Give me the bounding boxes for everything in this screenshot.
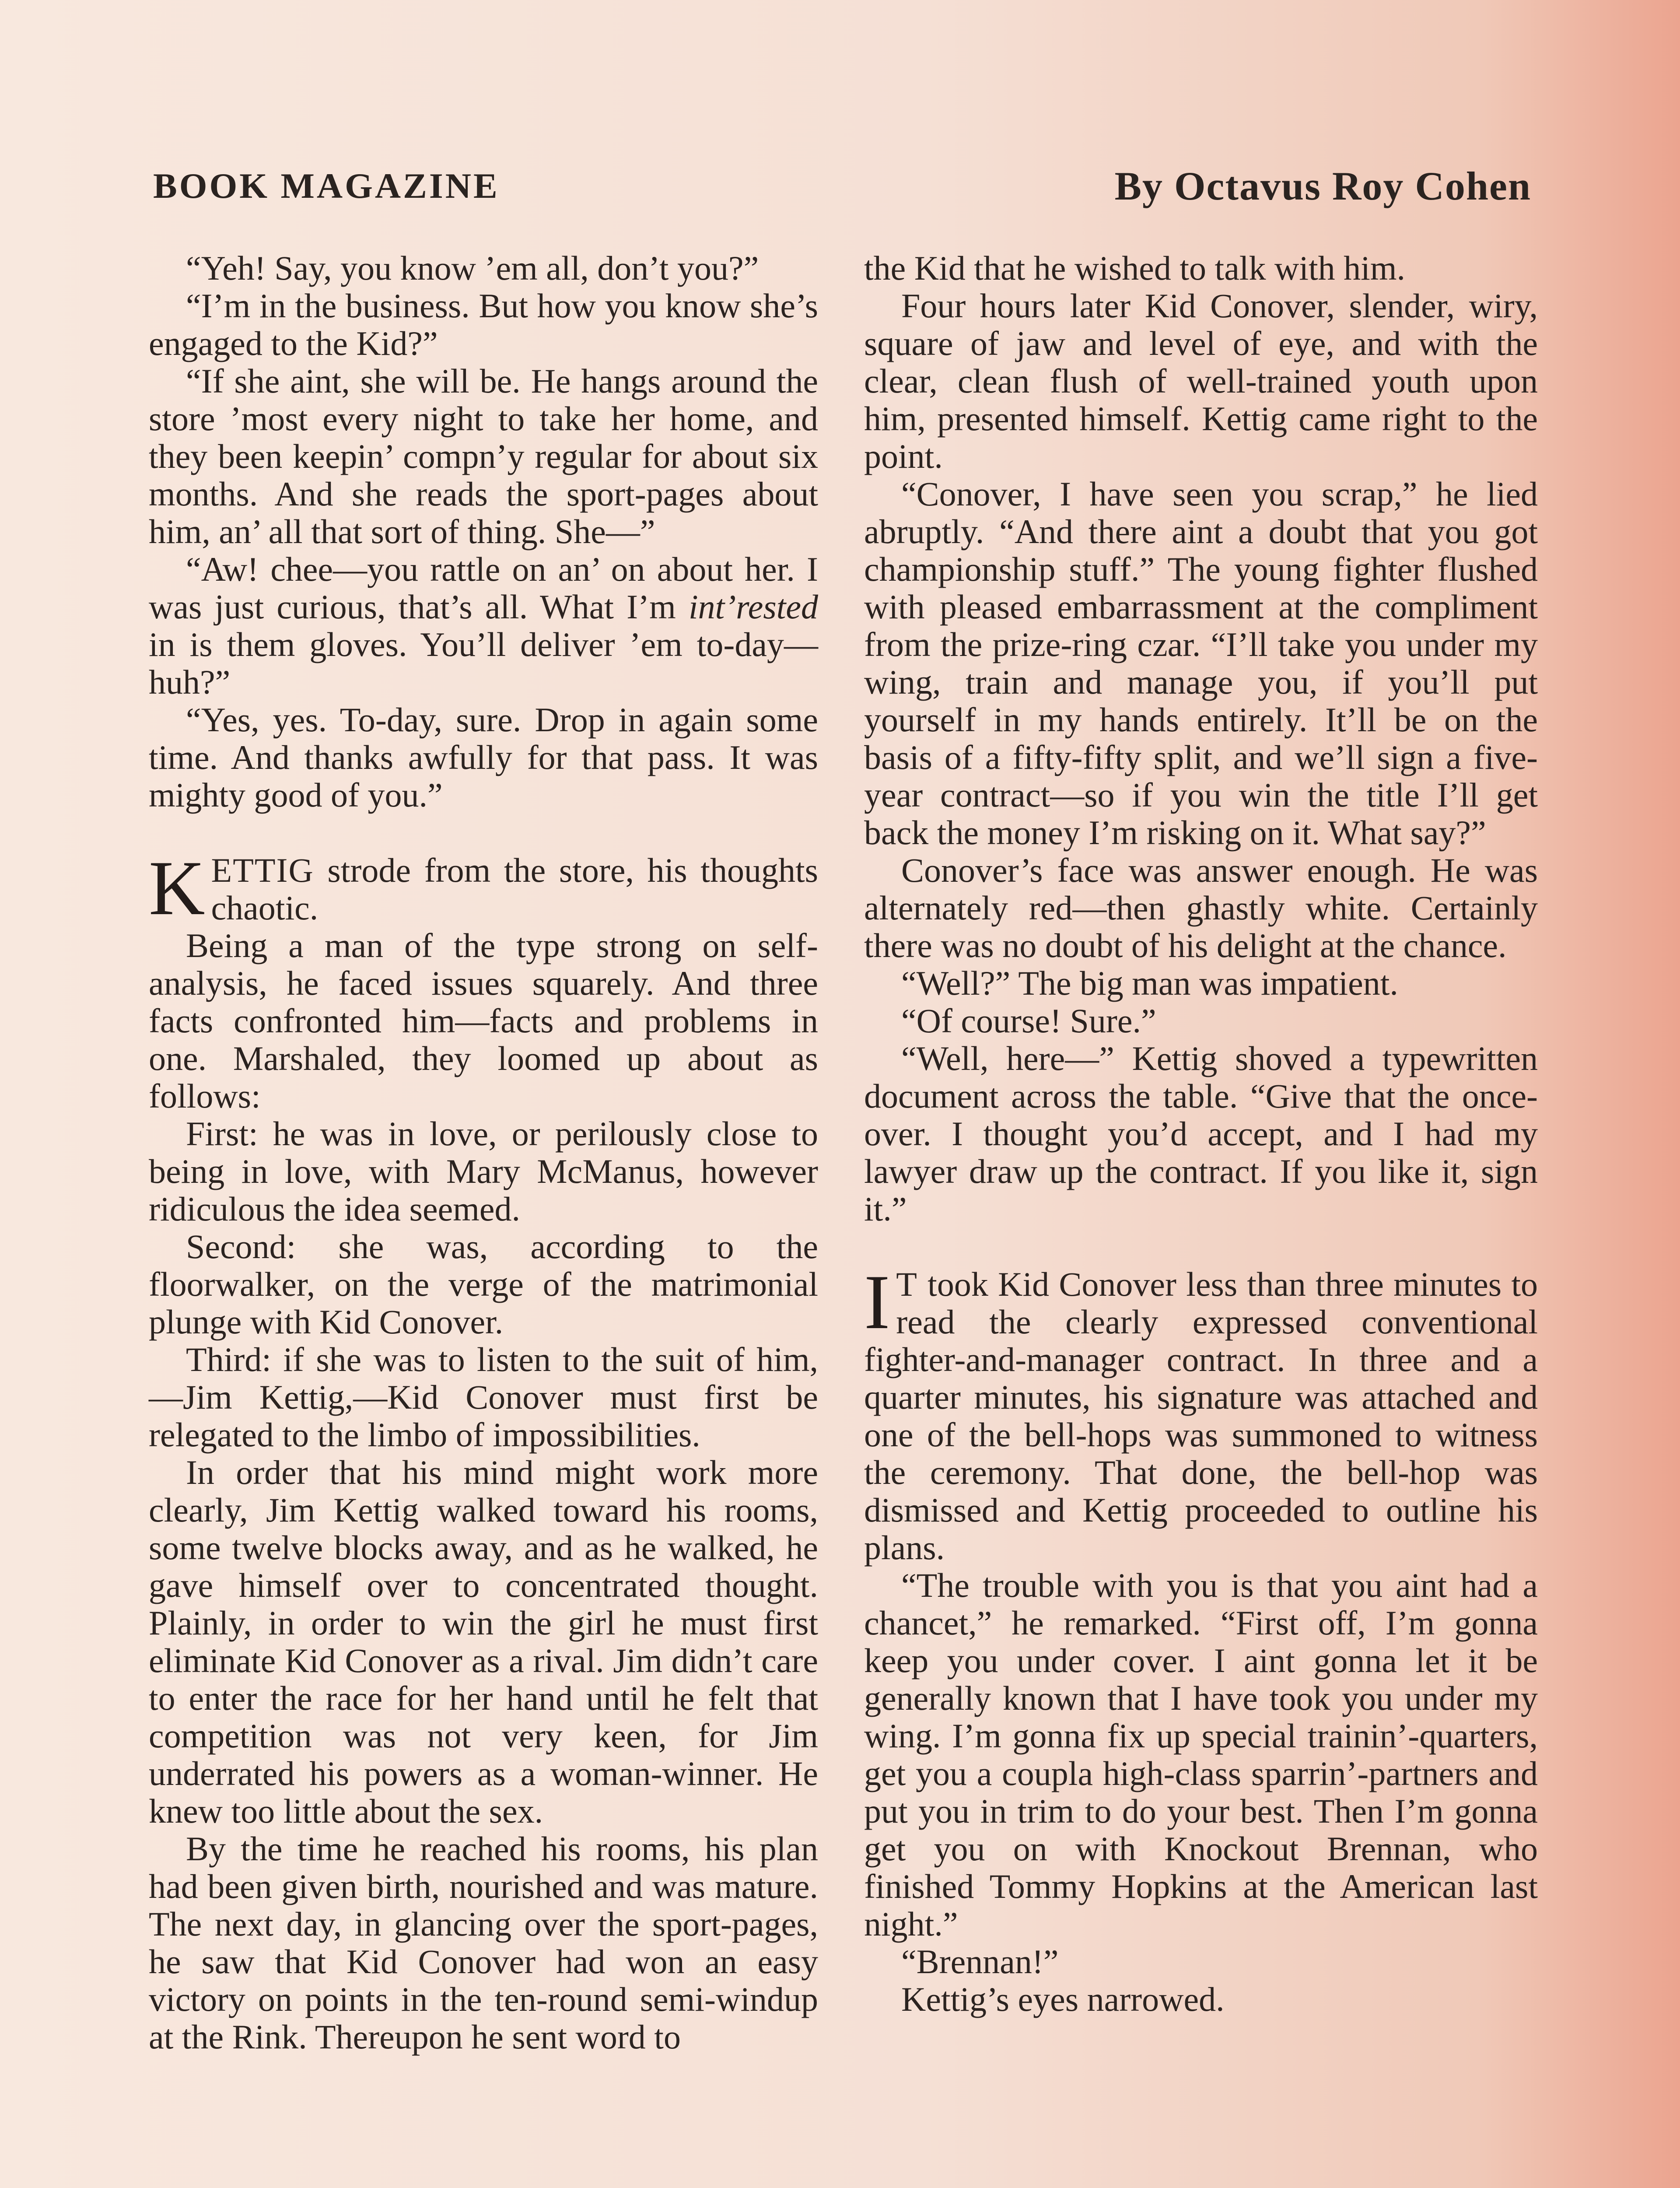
paragraph: “Yes, yes. To-day, sure. Drop in again some time. And thanks awfully for that pass. It was mighty good of you.” [149,701,818,814]
paragraph: “Aw! chee—you rattle on an’ on about her. I was just curious, that’s all. What I’m int’rested in is them gloves. You’ll deliver ’em to-day—huh?” [149,550,818,701]
paragraph: Being a man of the type strong on self-analysis, he faced issues squarely. And three facts confronted him—facts and problems in one. Marshaled, they loomed up about as follows: [149,926,818,1115]
emphasis: int’rested [688,588,818,626]
running-header [153,158,1531,214]
section-opening-paragraph: I T took Kid Conover less than three minutes to read the clearly expressed conventional fighter-and-manager contract. In three and a quarter minutes, his signature was attached and one of the bell-hops was summoned to witness the ceremony. That done, the bell-hop was dismissed and Kettig proceeded to outline his plans. [864,1259,1538,1567]
paragraph: In order that his mind might work more clearly, Jim Kettig walked toward his rooms, some twelve blocks away, and as he walked, he gave himself over to concentrated thought. Plainly, in order to win the girl he must first eliminate Kid Conover as a rival. Jim didn’t care to enter the race for her hand until he felt that competition was not very keen, for Jim underrated his powers as a woman-winner. He knew too little about the sex. [149,1453,818,1830]
paragraph: Kettig’s eyes narrowed. [901,1980,1225,2018]
paragraph: “Well?” The big man was impatient. [901,964,1398,1002]
paragraph: Second: she was, according to the floorwalker, on the verge of the matrimonial plunge with Kid Conover. [149,1227,818,1341]
drop-cap: I [864,1259,890,1345]
drop-cap: K [149,845,205,931]
small-caps: ETTIG [211,851,314,889]
small-caps: T [896,1265,918,1303]
left-column [149,249,818,2056]
paragraph: First: he was in love, or perilously close to being in love, with Mary McManus, however ridiculous the idea seemed. [149,1115,818,1228]
paragraph: “Brennan!” [901,1943,1059,1981]
paragraph: By the time he reached his rooms, his plan had been given birth, nourished and was mature. The next day, in glancing over the sport-pages, he saw that Kid Conover had won an easy victory on points in the ten-round semi-windup at the Rink. Thereupon he sent word to [149,1830,818,2056]
paragraph: “Well, here—” Kettig shoved a typewritten document across the table. “Give that the once-over. I thought you’d accept, and I had my lawyer draw up the contract. If you like it, sign it.” [864,1039,1538,1228]
magazine-title: BOOK MAGAZINE [153,166,500,206]
paragraph: “The trouble with you is that you aint had a chancet,” he remarked. “First off, I’m gonna keep you under cover. I aint gonna let it be generally known that I have took you under my wing. I’m gonna fix up special trainin’-quarters, get you a coupla high-class sparrin’-partners and put you in trim to do your best. Then I’m gonna get you on with Knockout Brennan, who finished Tommy Hopkins at the American last night.” [864,1566,1538,1943]
paragraph: “I’m in the business. But how you know she’s engaged to the Kid?” [149,287,818,362]
section-opening-paragraph: KETTIG strode from the store, his thoughts chaotic. [149,845,818,931]
paragraph: Conover’s face was answer enough. He was alternately red—then ghastly white. Certainly there was no doubt of his delight at the chance. [864,851,1538,964]
paragraph: “Yeh! Say, you know ’em all, don’t you?” [186,249,759,287]
paragraph: Four hours later Kid Conover, slender, wiry, square of jaw and level of eye, and with the clear, clean flush of well-trained youth upon him, presented himself. Kettig came right to the point. [864,287,1538,475]
paragraph: “If she aint, she will be. He hangs around the store ’most every night to take her home, and they been keepin’ compn’y regular for about six months. And she reads the sport-pages about him, an’ all that sort of thing. She—” [149,362,818,551]
paragraph: Third: if she was to listen to the suit of him,—Jim Kettig,—Kid Conover must first be relegated to the limbo of impossibilities. [149,1340,818,1454]
paragraph: “Conover, I have seen you scrap,” he lied abruptly. “And there aint a doubt that you got championship stuff.” The young fighter flushed with pleased embarrassment at the compliment from the prize-ring czar. “I’ll take you under my wing, train and manage you, if you’ll put yourself in my hands entirely. It’ll be on the basis of a fifty-fifty split, and we’ll sign a five-year contract—so if you win the title I’ll get back the money I’m risking on it. What say?” [864,475,1538,852]
author-byline: By Octavus Roy Cohen [1114,164,1531,208]
right-column [864,249,1538,2018]
paragraph: “Of course! Sure.” [901,1002,1156,1040]
paragraph-continued: the Kid that he wished to talk with him. [864,249,1405,287]
